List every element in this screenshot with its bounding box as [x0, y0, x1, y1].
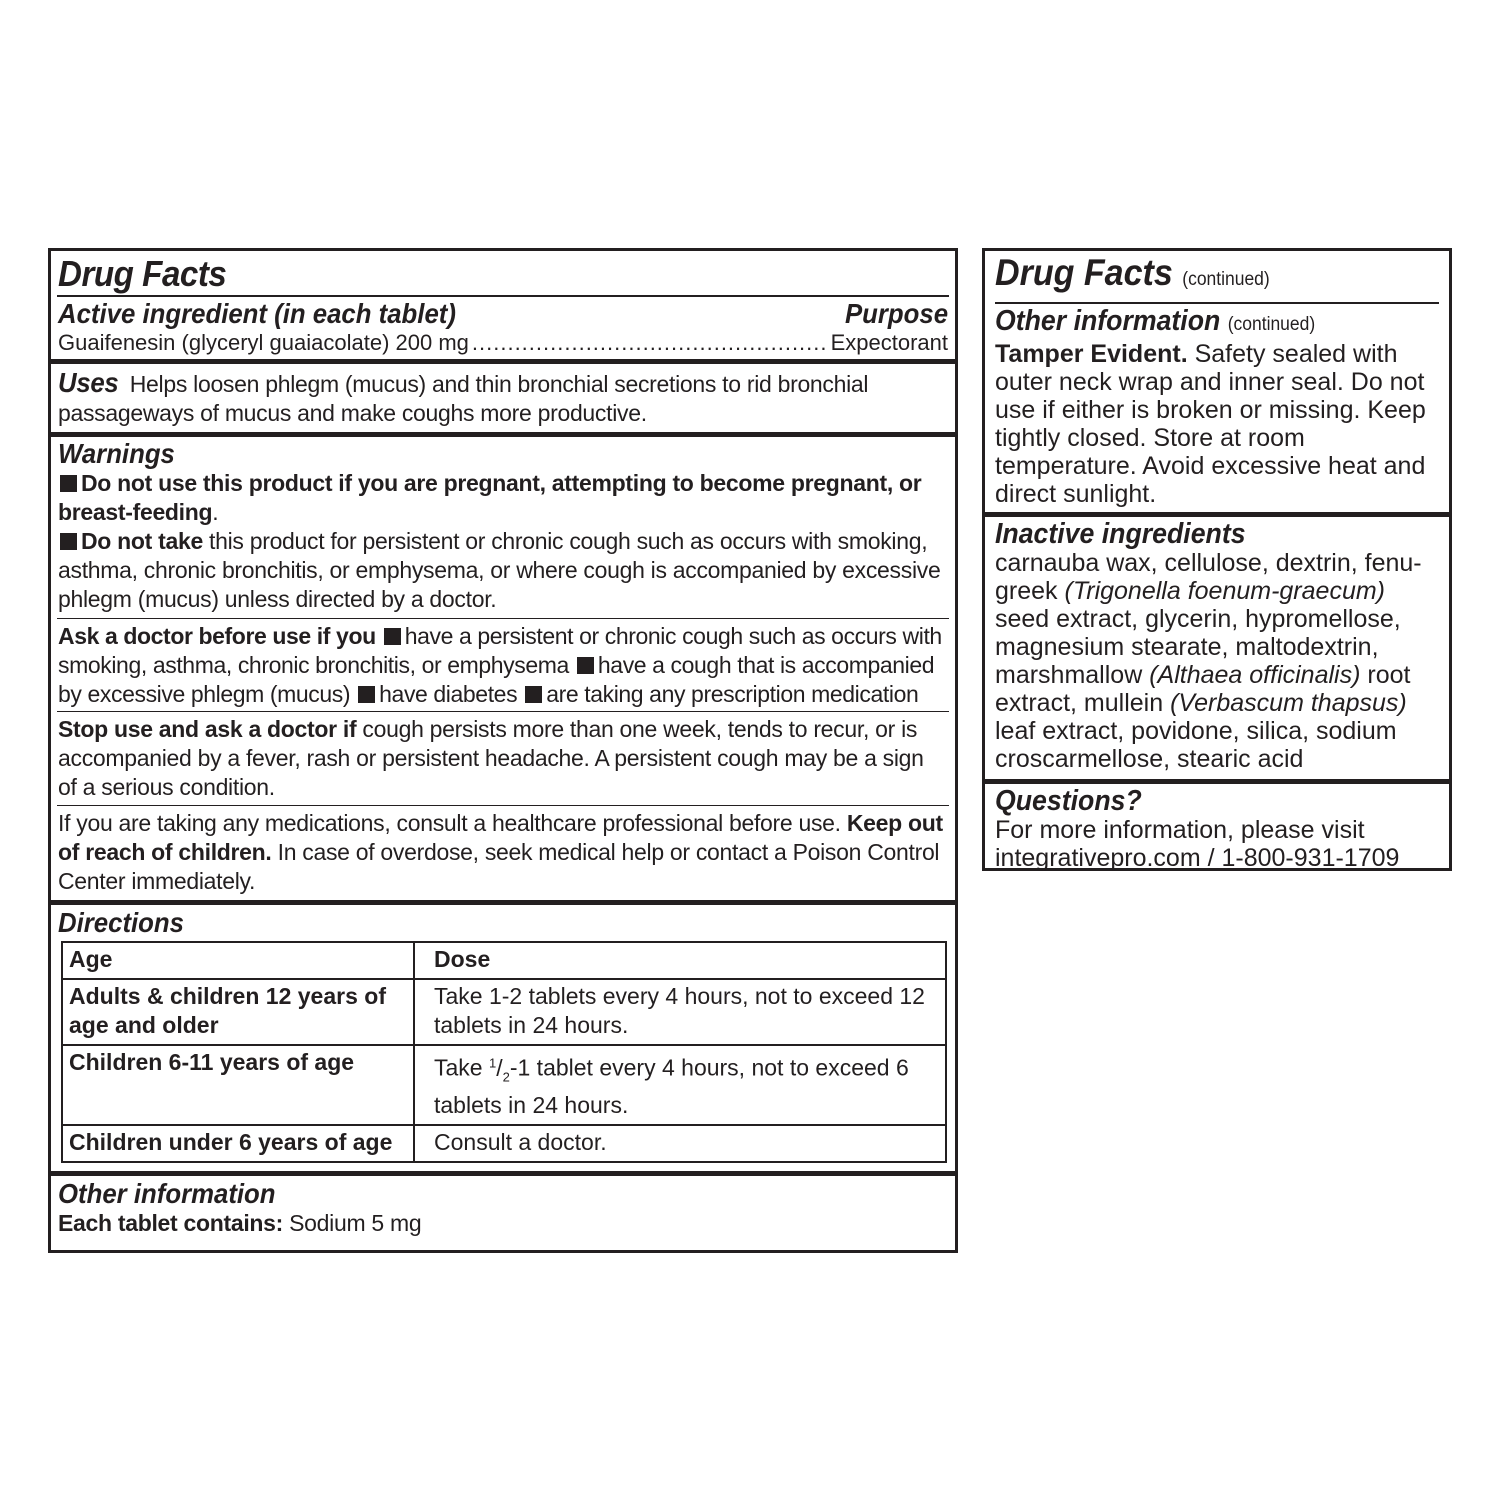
directions-table: [61, 941, 947, 1163]
ask-doctor-section: [51, 619, 955, 711]
uses-section: [51, 364, 955, 432]
stop-use-section: [51, 712, 955, 805]
uses-text: Helps loosen phlegm (mucus) and thin bronchial secretions to rid bronchial passageways of mucus and make coughs more productive.: [58, 371, 869, 426]
keep-out-of-reach: Keep out of reach of children.: [58, 810, 943, 865]
bullet-square-icon: [60, 533, 77, 550]
tamper-evident-label: Tamper Evident.: [995, 340, 1188, 368]
active-ingredient-section: [51, 297, 955, 359]
active-ingredient-heading: Active ingredient (in each tablet): [58, 298, 456, 329]
ask-item: have a persistent or chronic cough such as occurs with smoking, asthma, chronic bronchitis, or emphysema: [58, 623, 942, 678]
warning-pregnancy: Do not use this product if you are pregnant, attempting to become pregnant, or breast-feeding.: [58, 470, 922, 525]
drug-facts-title: Drug Facts: [58, 253, 227, 294]
questions-heading: Questions?: [995, 785, 1142, 817]
bullet-square-icon: [384, 628, 401, 645]
stop-use-text: cough persists more than one week, tends to recur, or is accompanied by a fever, rash or persistent headache. A persistent cough may be a sign of a serious condition.: [58, 716, 924, 800]
ingredient-name: Guaifenesin (glyceryl guaiacolate) 200 mg: [58, 330, 469, 355]
warnings-section: [51, 437, 955, 618]
directions-section: [51, 905, 955, 1171]
dose-cell: Take $^1/_2-1$ tablet every 4 hours, not to exceed 6 tablets in 24 hours.: [414, 1045, 946, 1125]
other-information-continued-heading: Other information (continued): [995, 305, 1316, 337]
inactive-ingredients-text: carnauba wax, cellulose, dextrin, fenu-greek (Trigonella foenum-graecum) seed extract, glycerin, hypromellose, magnesium stearate, maltodextrin, marshmallow (Althaea officinalis) root extract, mullein (Verbascum thapsus) leaf extract, povidone, silica, sodium croscarmellose, stearic acid: [995, 549, 1422, 773]
warnings-heading: Warnings: [58, 438, 175, 469]
other-information-continued-section: [985, 304, 1449, 512]
age-cell: Children 6-11 years of age: [62, 1045, 414, 1125]
purpose-heading: Purpose: [844, 298, 948, 329]
age-column-header: Age: [62, 942, 414, 979]
inactive-ingredients-section: [985, 517, 1449, 779]
table-header-row: [62, 942, 946, 979]
directions-heading: Directions: [58, 907, 184, 938]
age-cell: Children under 6 years of age: [62, 1125, 414, 1162]
medications-section: [51, 806, 955, 900]
inactive-ingredients-heading: Inactive ingredients: [995, 518, 1246, 550]
dose-cell: Consult a doctor.: [414, 1125, 946, 1162]
storage-text: Safety sealed with outer neck wrap and inner seal. Do not use if either is broken or missing. Keep tightly closed. Store at room temperature. Avoid excessive heat and direct sunlight.: [995, 340, 1426, 508]
ask-item: have a cough that is accompanied by excessive phlegm (mucus): [58, 652, 935, 707]
bullet-square-icon: [60, 475, 77, 492]
table-row: [62, 1045, 946, 1125]
bullet-square-icon: [577, 657, 594, 674]
dose-cell: Take 1-2 tablets every 4 hours, not to exceed 12 tablets in 24 hours.: [414, 979, 946, 1045]
bullet-square-icon: [525, 686, 542, 703]
ask-item: have diabetes: [379, 681, 518, 707]
dose-column-header: Dose: [414, 942, 946, 979]
bullet-square-icon: [358, 686, 375, 703]
drug-facts-continued-panel: [982, 248, 1452, 871]
contact-info: integrativepro.com / 1-800-931-1709: [995, 844, 1400, 872]
other-information-heading: Other information: [58, 1178, 276, 1210]
overdose-text: In case of overdose, seek medical help or contact a Poison Control Center immediately.: [58, 839, 940, 894]
other-information-section: [51, 1176, 955, 1242]
table-row: [62, 1125, 946, 1162]
ask-item: are taking any prescription medication: [546, 681, 919, 707]
age-cell: Adults & children 12 years of age and older: [62, 979, 414, 1045]
table-row: [62, 979, 946, 1045]
stop-use-heading: Stop use and ask a doctor if: [58, 716, 357, 742]
ingredient-purpose: Expectorant: [830, 330, 948, 355]
drug-facts-continued-title: Drug Facts (continued): [995, 252, 1270, 293]
warning-do-not-take: Do not take this product for persistent or chronic cough such as occurs with smoking, asthma, chronic bronchitis, or emphysema, or where cough is accompanied by excessive phlegm (mucus) unless directed by a doctor.: [58, 528, 941, 612]
sodium-label: Each tablet contains:: [58, 1210, 284, 1237]
drug-facts-panel: [48, 248, 958, 1253]
questions-section: [985, 784, 1449, 876]
ask-doctor-heading: Ask a doctor before use if you: [58, 623, 376, 649]
uses-heading: Uses: [58, 367, 119, 398]
dot-leader: [472, 329, 828, 357]
questions-text: For more information, please visit: [995, 816, 1365, 844]
medications-text: If you are taking any medications, consult a healthcare professional before use.: [58, 810, 841, 836]
ingredient-row: [58, 329, 948, 357]
sodium-value: Sodium 5 mg: [289, 1210, 422, 1237]
